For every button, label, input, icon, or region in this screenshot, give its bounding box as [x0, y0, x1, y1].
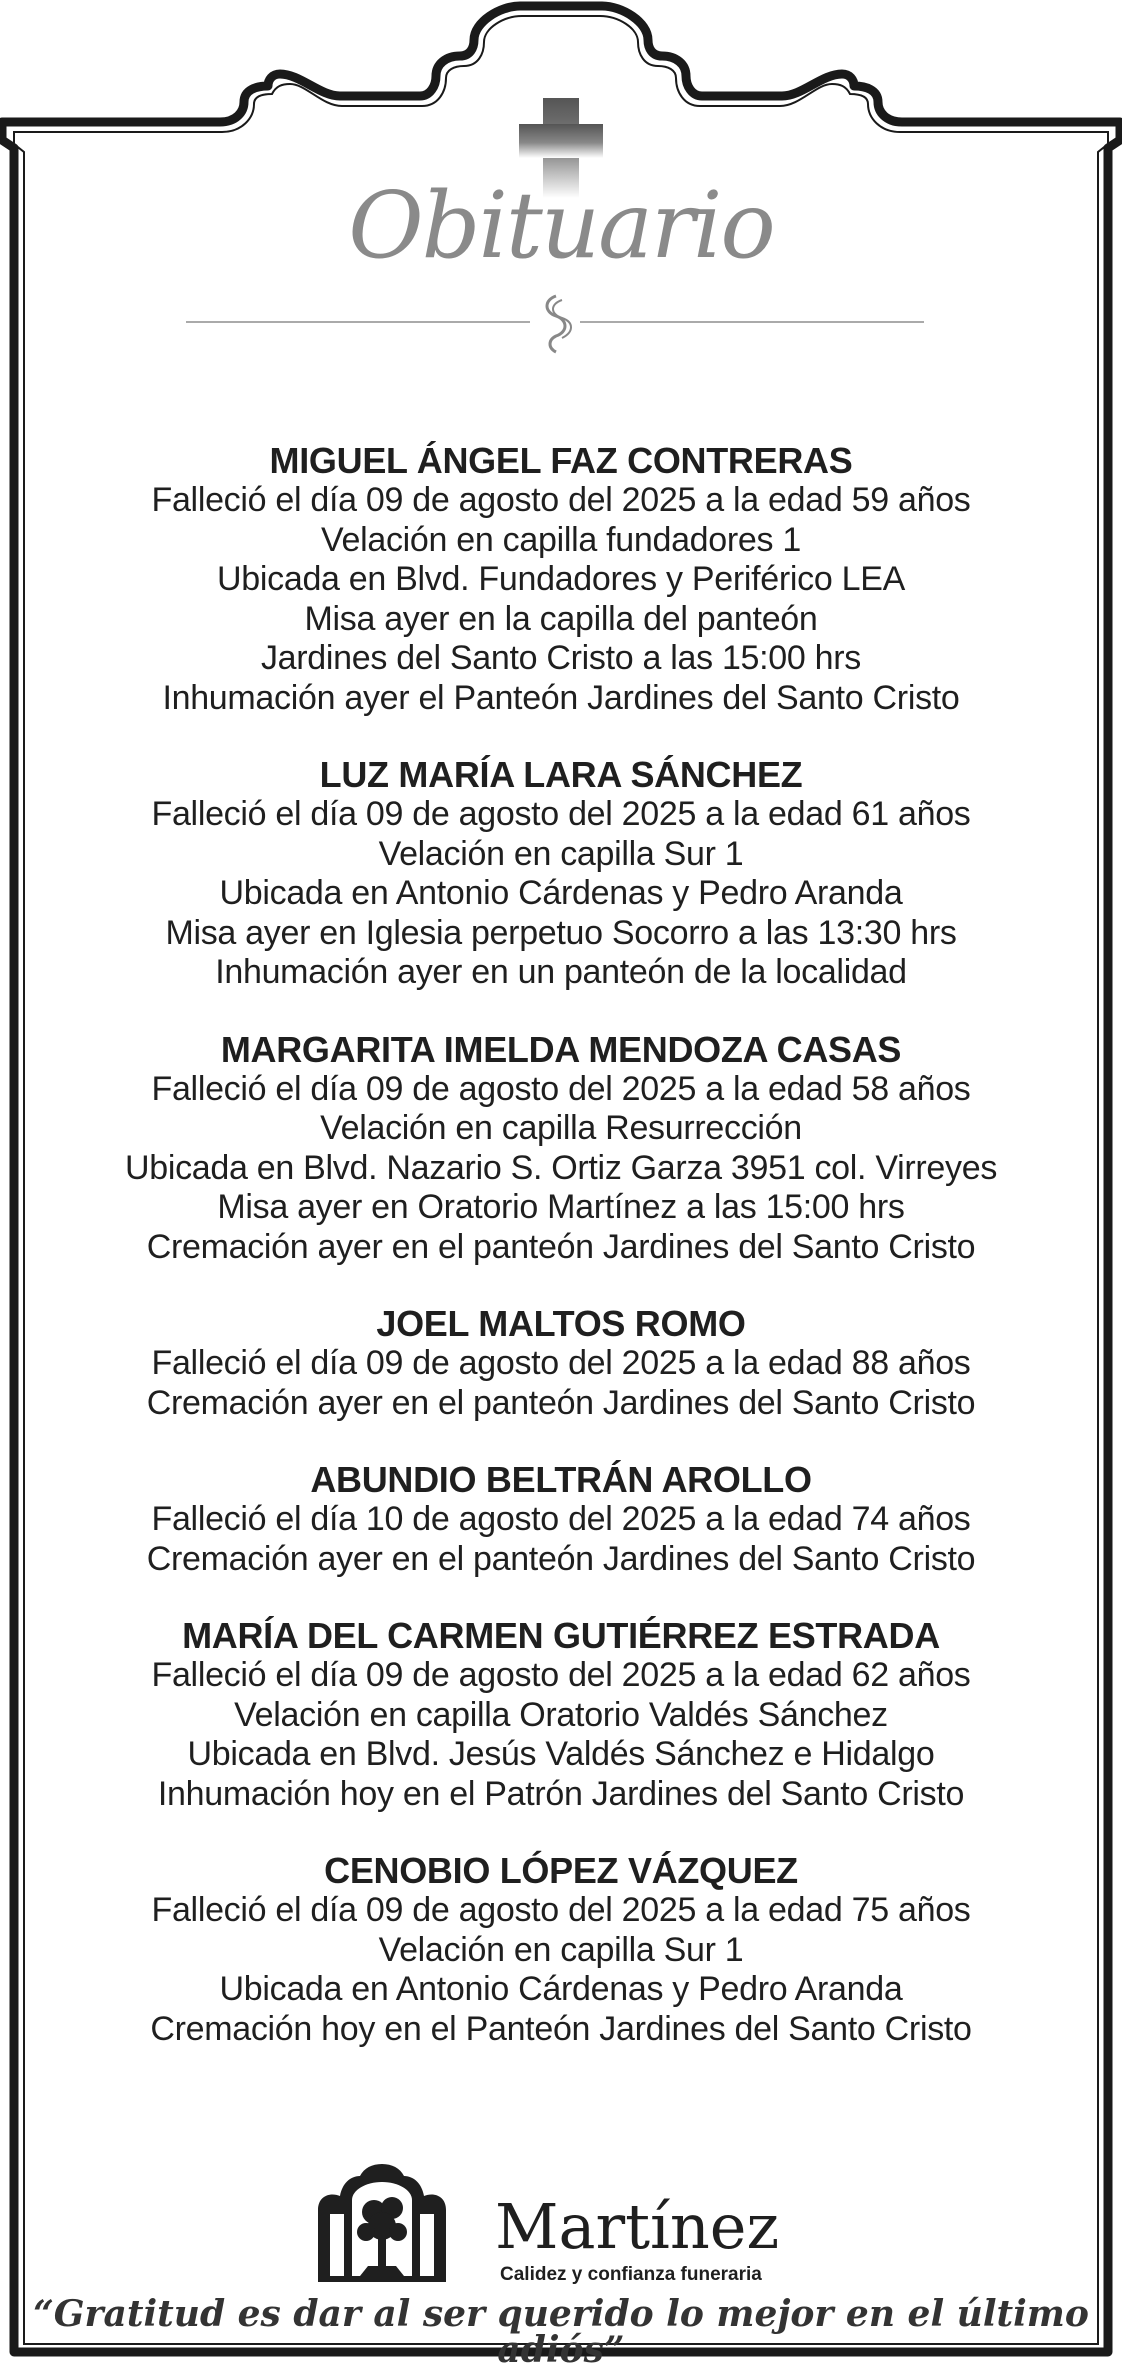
obituary-detail-line: Velación en capilla Oratorio Valdés Sánchez: [234, 1695, 888, 1734]
obituary-detail-line: Ubicada en Blvd. Fundadores y Periférico LEA: [217, 560, 905, 598]
obituary-detail-line: Falleció el día 09 de agosto del 2025 a la edad 58 años: [151, 1069, 971, 1108]
deceased-name: MARÍA DEL CARMEN GUTIÉRREZ ESTRADA: [182, 1615, 940, 1656]
obituary-detail-line: Velación en capilla Sur 1: [378, 834, 744, 873]
obituary-entry: [40, 754, 1082, 993]
title-divider: [186, 296, 924, 352]
ornament-icon: [547, 296, 571, 352]
obituary-detail-line: Falleció el día 09 de agosto del 2025 a la edad 61 años: [151, 795, 971, 833]
footer-quote: “Gratitud es dar al ser querido lo mejor en el último adiós”: [33, 2293, 1089, 2371]
obituary-detail-line: Inhumación hoy en el Patrón Jardines del Santo Cristo: [157, 1774, 965, 1813]
obituary-detail-line: Misa ayer en Iglesia perpetuo Socorro a las 13:30 hrs: [165, 913, 957, 952]
obituary-detail-line: Ubicada en Blvd. Nazario S. Ortiz Garza 3951 col. Virreyes: [124, 1148, 998, 1187]
obituary-list: [40, 440, 1082, 2085]
obituary-detail-line: Falleció el día 09 de agosto del 2025 a la edad 88 años: [151, 1344, 971, 1382]
obituary-detail-line: Inhumación ayer en un panteón de la localidad: [215, 953, 907, 991]
obituary-detail-line: Velación en capilla fundadores 1: [321, 520, 801, 559]
obituary-detail-line: Cremación ayer en el panteón Jardines del Santo Cristo: [146, 1383, 976, 1422]
obituary-entry: [40, 1850, 1082, 2049]
obituary-detail-line: Velación en capilla Sur 1: [378, 1930, 744, 1969]
deceased-name: JOEL MALTOS ROMO: [376, 1303, 746, 1344]
obituary-detail-line: Cremación ayer en el panteón Jardines del Santo Cristo: [146, 1539, 976, 1578]
chapel-logo-icon: [318, 2164, 446, 2282]
obituary-detail-line: Ubicada en Antonio Cárdenas y Pedro Aranda: [219, 1970, 903, 2008]
deceased-name: LUZ MARÍA LARA SÁNCHEZ: [319, 754, 803, 795]
obituary-detail-line: Falleció el día 09 de agosto del 2025 a la edad 75 años: [151, 1891, 971, 1929]
obituary-detail-line: Falleció el día 09 de agosto del 2025 a la edad 62 años: [151, 1656, 971, 1694]
deceased-name: CENOBIO LÓPEZ VÁZQUEZ: [324, 1850, 798, 1891]
brand-name: Martínez: [495, 2190, 780, 2263]
obituary-entry: [40, 1029, 1082, 1268]
obituary-detail-line: Inhumación ayer el Panteón Jardines del Santo Cristo: [162, 678, 960, 717]
obituary-detail-line: Falleció el día 10 de agosto del 2025 a la edad 74 años: [151, 1500, 971, 1538]
obituary-detail-line: Falleció el día 09 de agosto del 2025 a la edad 59 años: [151, 481, 971, 519]
page-title: Obituario: [348, 172, 774, 279]
obituary-detail-line: Velación en capilla Resurrección: [320, 1109, 802, 1147]
obituary-detail-line: Misa ayer en Oratorio Martínez a las 15:00 hrs: [217, 1188, 905, 1226]
deceased-name: ABUNDIO BELTRÁN AROLLO: [310, 1459, 812, 1500]
deceased-name: MIGUEL ÁNGEL FAZ CONTRERAS: [269, 440, 853, 481]
obituary-detail-line: Ubicada en Blvd. Jesús Valdés Sánchez e Hidalgo: [187, 1735, 935, 1773]
obituary-entry: [40, 1303, 1082, 1423]
obituary-entry: [40, 440, 1082, 718]
brand-tagline: Calidez y confianza funeraria: [500, 2264, 762, 2285]
obituary-detail-line: Cremación hoy en el Panteón Jardines del Santo Cristo: [150, 2009, 972, 2048]
obituary-entry: [40, 1615, 1082, 1814]
obituary-detail-line: Jardines del Santo Cristo a las 15:00 hrs: [260, 639, 862, 677]
obituary-detail-line: Cremación ayer en el panteón Jardines del Santo Cristo: [146, 1227, 976, 1266]
obituary-detail-line: Ubicada en Antonio Cárdenas y Pedro Aranda: [219, 874, 903, 912]
obituary-entry: [40, 1459, 1082, 1579]
deceased-name: MARGARITA IMELDA MENDOZA CASAS: [220, 1028, 902, 1070]
obituary-detail-line: Misa ayer en la capilla del panteón: [304, 599, 818, 638]
